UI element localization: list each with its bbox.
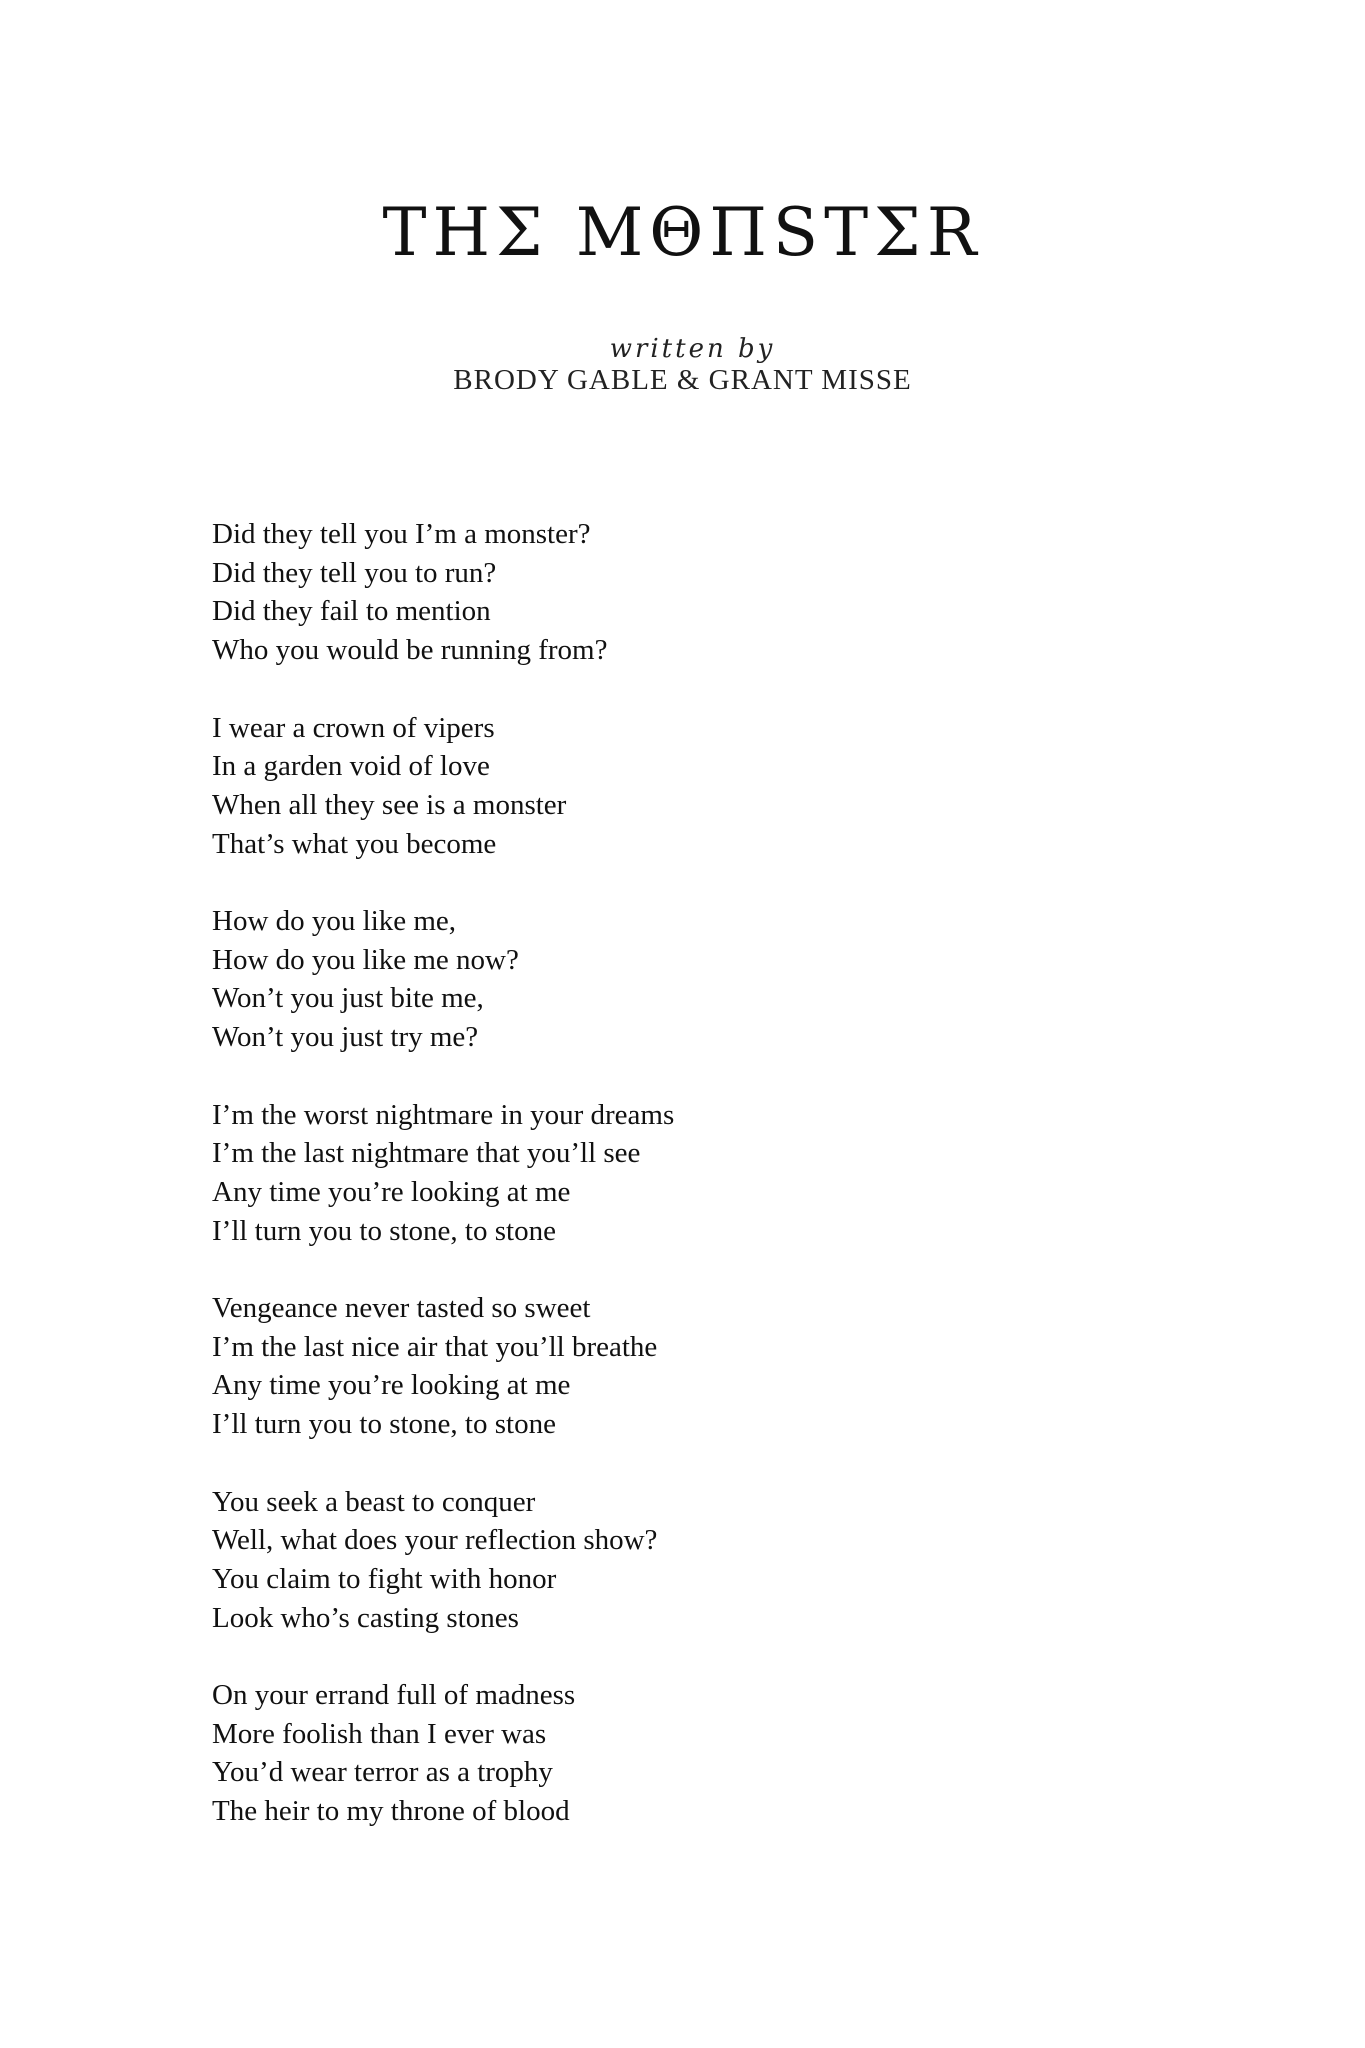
stanza-5: [212, 1289, 1212, 1444]
poem-line: You’d wear terror as a trophy: [212, 1756, 553, 1789]
byline: [0, 336, 1365, 395]
poem-line: Any time you’re looking at me: [212, 1175, 571, 1208]
poem-body: [212, 515, 1212, 1870]
poem-line: I’ll turn you to stone, to stone: [212, 1408, 556, 1441]
poem-line: I wear a crown of vipers: [212, 711, 495, 744]
poem-line: More foolish than I ever was: [212, 1717, 547, 1750]
poem-line: I’m the last nice air that you’ll breathe: [212, 1330, 658, 1363]
poem-line: How do you like me now?: [212, 943, 519, 976]
poem-line: I’ll turn you to stone, to stone: [212, 1214, 556, 1247]
poem-line: You seek a beast to conquer: [212, 1485, 536, 1518]
poem-line: Did they fail to mention: [212, 595, 491, 628]
stanza-6: [212, 1483, 1212, 1638]
poem-line: Look who’s casting stones: [212, 1601, 519, 1634]
stanza-1: [212, 515, 1212, 670]
poem-line: On your errand full of madness: [212, 1679, 576, 1711]
poem-line: Any time you’re looking at me: [212, 1369, 571, 1402]
poem-line: I’m the last nightmare that you’ll see: [212, 1137, 641, 1170]
poem-line: Who you would be running from?: [212, 634, 608, 667]
authors: BRODY GABLE & GRANT MISSE: [453, 364, 912, 396]
poem-line: Vengeance never tasted so sweet: [212, 1292, 591, 1324]
poem-line: That’s what you become: [212, 827, 497, 860]
written-by-label: written by: [609, 334, 776, 364]
poem-line: The heir to my throne of blood: [212, 1795, 570, 1828]
poem-line: When all they see is a monster: [212, 788, 567, 821]
poem-line: Well, what does your reflection show?: [212, 1524, 658, 1557]
poem-line: I’m the worst nightmare in your dreams: [212, 1098, 675, 1131]
poem-line: How do you like me,: [212, 905, 457, 937]
stanza-2: [212, 709, 1212, 864]
stanza-4: [212, 1096, 1212, 1251]
stanza-3: [212, 902, 1212, 1057]
poem-line: You claim to fight with honor: [212, 1562, 557, 1595]
page-title: THΣ MΘΠSTΣR: [382, 194, 983, 271]
poem-line: Won’t you just try me?: [212, 1021, 479, 1054]
poem-line: Did they tell you I’m a monster?: [212, 518, 591, 550]
stanza-7: [212, 1676, 1212, 1831]
poem-line: Did they tell you to run?: [212, 556, 497, 589]
poem-line: Won’t you just bite me,: [212, 982, 484, 1015]
poem-line: In a garden void of love: [212, 750, 490, 783]
